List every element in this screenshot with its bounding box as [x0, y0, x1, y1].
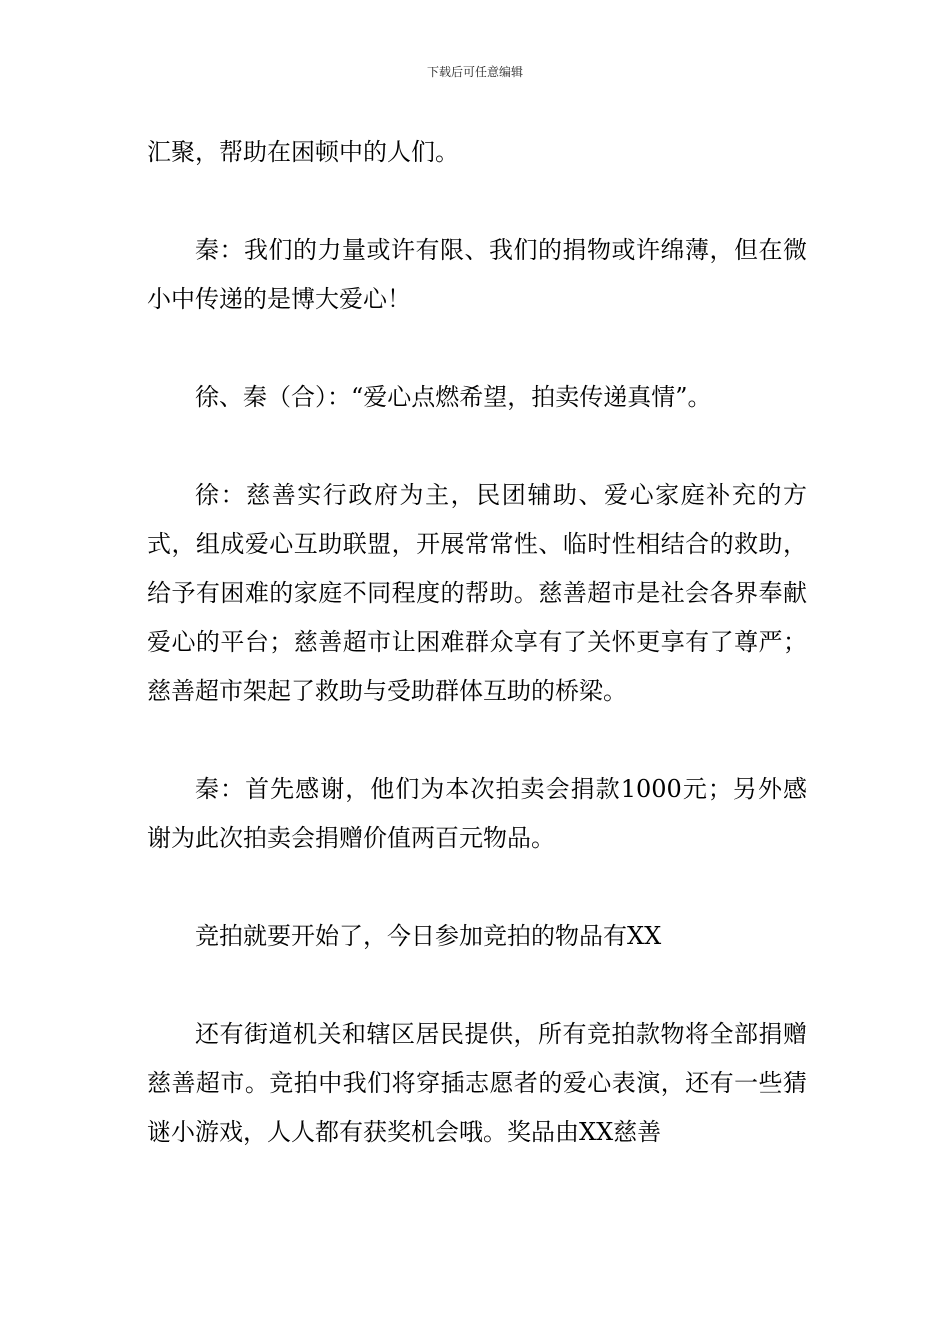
- paragraph-2: 秦：我们的力量或许有限、我们的捐物或许绵薄，但在微小中传递的是博大爱心！: [147, 236, 807, 313]
- paragraph-5: 秦：首先感谢，他们为本次拍卖会捐款1000元；另外感谢为此次拍卖会捐赠价值两百元物品。: [147, 775, 807, 852]
- paragraph-3: 徐、秦（合）：“爱心点燃希望，拍卖传递真情”。: [195, 383, 712, 411]
- paragraph-6: 竞拍就要开始了，今日参加竞拍的物品有XX: [195, 922, 662, 950]
- paragraph-4: 徐：慈善实行政府为主，民团辅助、爱心家庭补充的方式，组成爱心互助联盟，开展常常性、临时性相结合的救助，给予有困难的家庭不同程度的帮助。慈善超市是社会各界奉献爱心的平台；慈善超市让困难群众享有了关怀更享有了尊严；慈善超市架起了救助与受助群体互助的桥梁。: [147, 481, 807, 705]
- document-body: [147, 128, 807, 1206]
- paragraph-7: 还有街道机关和辖区居民提供，所有竞拍款物将全部捐赠慈善超市。竞拍中我们将穿插志愿者的爱心表演，还有一些猜谜小游戏，人人都有获奖机会哦。奖品由XX慈善: [147, 1020, 807, 1146]
- paragraph-1: 汇聚，帮助在困顿中的人们。: [147, 138, 459, 166]
- page-header-note: 下载后可任意编辑: [426, 65, 523, 79]
